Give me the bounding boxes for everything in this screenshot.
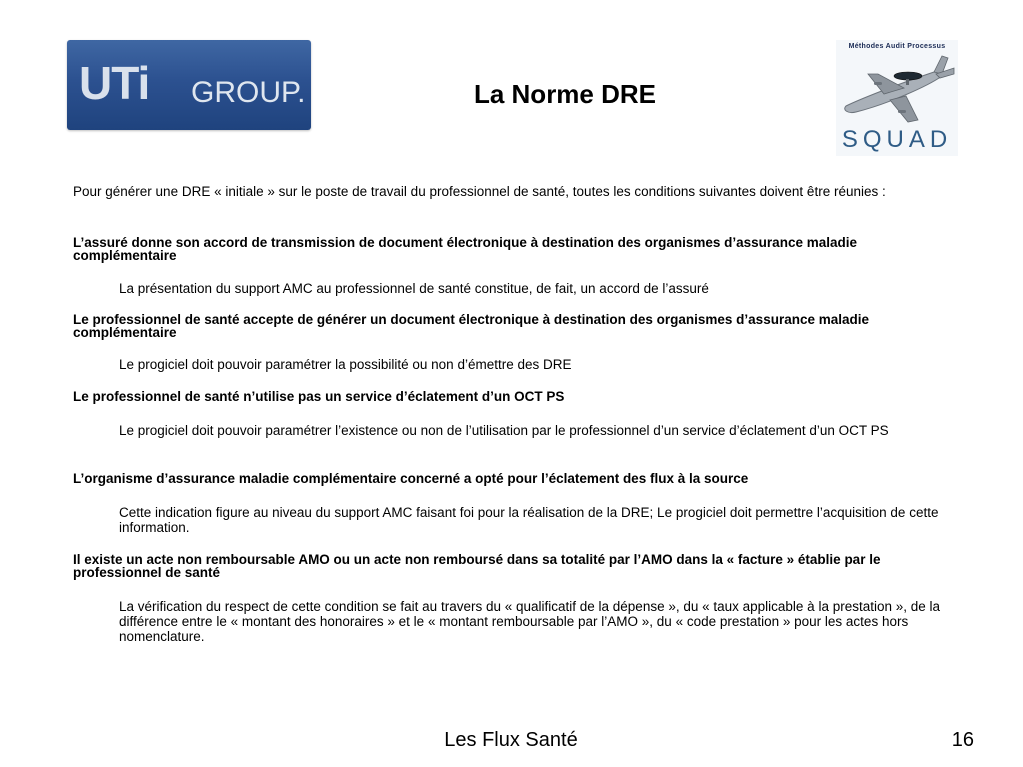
condition-2-detail: Le progiciel doit pouvoir paramétrer la possibilité ou non d’émettre des DRE [119, 357, 572, 372]
condition-5-heading: Il existe un acte non remboursable AMO ou un acte non remboursé dans sa totalité par l’AMO dans la « facture » établie par le professionnel de santé [73, 552, 881, 580]
condition-1-detail: La présentation du support AMC au professionnel de santé constitue, de fait, un accord de l’assuré [119, 281, 709, 296]
page-title: La Norme DRE [473, 79, 657, 109]
uti-logo-mark: UTi [79, 57, 150, 109]
condition-4-heading: L’organisme d’assurance maladie complémentaire concerné a opté pour l’éclatement des flux à la source [73, 471, 749, 486]
condition-2-heading: Le professionnel de santé accepte de générer un document électronique à destination des organismes d’assurance maladie complémentaire [73, 312, 869, 340]
condition-3-detail: Le progiciel doit pouvoir paramétrer l’existence ou non de l’utilisation par le professionnel d’un service d’éclatement d’un OCT PS [119, 423, 889, 438]
footer-title: Les Flux Santé [444, 729, 578, 751]
squad-logo [836, 40, 958, 156]
condition-5-detail: La vérification du respect de cette condition se fait au travers du « qualificatif de la dépense », du « taux applicable à la prestation », de la différence entre le « montant des honoraires » et le « montant remboursable par l’AMO », du « code prestation » pour les actes hors nomenclature. [119, 599, 941, 644]
squad-wordmark: SQUAD [841, 126, 953, 153]
condition-1-heading: L’assuré donne son accord de transmission de document électronique à destination des organismes d’assurance maladie complémentaire [73, 235, 857, 263]
airplane-icon [838, 54, 956, 126]
condition-3-heading: Le professionnel de santé n’utilise pas un service d’éclatement d’un OCT PS [73, 389, 565, 404]
condition-4-detail: Cette indication figure au niveau du support AMC faisant foi pour la réalisation de la DRE; Le progiciel doit permettre l’acquisition de cette information. [119, 505, 939, 535]
uti-logo-word: GROUP. [191, 76, 306, 109]
page-number: 16 [951, 729, 974, 751]
squad-tagline: Méthodes Audit Processus [848, 43, 946, 50]
intro-paragraph: Pour générer une DRE « initiale » sur le poste de travail du professionnel de santé, toutes les conditions suivantes doivent être réunies : [73, 184, 886, 199]
uti-group-logo [67, 40, 311, 130]
